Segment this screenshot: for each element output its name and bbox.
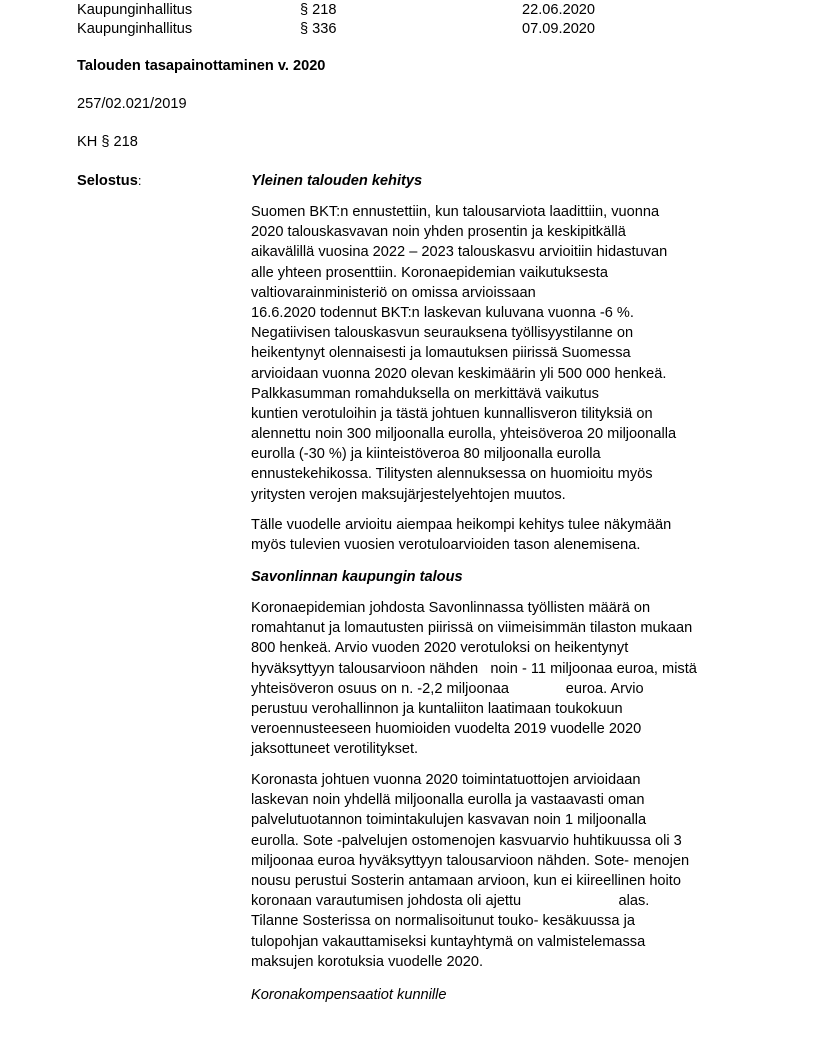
paragraph-savonlinna-tax [251,598,697,760]
meeting-date: 22.06.2020 [522,2,596,18]
paragraph-line: Koronaepidemian johdosta Savonlinnassa työllisten määrä on [251,600,651,616]
paragraph-line: maksujen korotuksia vuodelle 2020. [251,953,484,970]
meeting-reference-row [77,0,777,20]
section-heading-corona-compensation: Koronakompensaatiot kunnille [251,987,447,1003]
paragraph-line: myös tulevien vuosien verotuloarvioiden tason alenemisena. [251,537,641,554]
paragraph-line: Negatiivisen talouskasvun seurauksena työllisyystilanne on [251,325,634,342]
paragraph-line: Suomen BKT:n ennustettiin, kun talousarviota laadittiin, vuonna [251,204,660,220]
paragraph-line: 2020 talouskasvavan noin yhden prosentin ja keskipitkällä [251,224,626,241]
paragraph-general-economy [251,202,676,505]
paragraph-line: miljoonaa euroa hyväksyttyyn talousarvioon nähden. Sote- menojen [251,852,690,869]
meeting-body: Kaupunginhallitus [77,21,193,37]
selostus-label-text: Selostus [77,173,138,189]
paragraph-line: aikavälillä vuosina 2022 – 2023 talouskasvu arvioitiin hidastuvan [251,244,668,261]
paragraph-line: laskevan noin yhdellä miljoonalla eurolla ja vastaavasti oman [251,792,645,809]
paragraph-savonlinna-costs [251,770,689,972]
paragraph-line: jaksottuneet verotilitykset. [251,741,419,758]
paragraph-line: palvelutuotannon toimintakulujen kasvavan noin 1 miljoonalla [251,812,647,829]
paragraph-line: eurolla (-30 %) ja kiinteistöveroa 80 miljoonalla eurolla [251,446,601,463]
paragraph-line: eurolla. Sote -palvelujen ostomenojen kasvuarvio huhtikuussa oli 3 [251,832,682,849]
paragraph-line: 800 henkeä. Arvio vuoden 2020 verotuloksi on heikentynyt [251,640,629,657]
paragraph-line: heikentynyt olennaisesti ja lomautuksen piirissä Suomessa [251,345,631,362]
selostus-label-colon: : [137,173,142,188]
meeting-body: Kaupunginhallitus [77,2,193,18]
paragraph-line: Tälle vuodelle arvioitu aiempaa heikompi kehitys tulee näkymään [251,517,672,533]
paragraph-line: nousu perustui Sosterin antamaan arvioon, kun ei kiireellinen hoito [251,872,681,889]
paragraph-line: tulopohjan vakauttamiseksi kuntayhtymä on valmistelemassa [251,933,646,950]
paragraph-line: valtiovarainministeriö on omissa arvioissaan [251,284,536,301]
selostus-label [77,171,141,191]
paragraph-line: perustuu verohallinnon ja kuntaliiton laatimaan toukokuun [251,700,623,717]
paragraph-line: Tilanne Sosterissa on normalisoitunut touko- kesäkuussa ja [251,913,635,930]
paragraph-line: alennettu noin 300 miljoonalla eurolla, yhteisöveroa 20 miljoonalla [251,426,677,443]
paragraph-line: yritysten verojen maksujärjestelyehtojen muutos. [251,486,566,503]
paragraph-line: ennustekehikossa. Tilitysten alennuksessa on huomioitu myös [251,466,653,483]
section-heading-savonlinna-economy: Savonlinnan kaupungin talous [251,569,463,585]
meeting-reference-row [77,19,777,39]
paragraph-outlook [251,515,671,555]
paragraph-line: 16.6.2020 todennut BKT:n laskevan kuluvana vuonna -6 %. [251,304,634,321]
paragraph-line: romahtanut ja lomautusten piirissä on viimeisimmän tilaston mukaan [251,620,693,637]
paragraph-line: alle yhteen prosenttiin. Koronaepidemian vaikutuksesta [251,264,608,281]
meeting-date: 07.09.2020 [522,21,596,37]
section-heading-general-economy: Yleinen talouden kehitys [251,173,423,189]
paragraph-line: kuntien verotuloihin ja tästä johtuen kunnallisveron tilityksiä on [251,405,653,422]
paragraph-line: koronaan varautumisen johdosta oli ajettu alas. [251,893,650,910]
paragraph-line: hyväksyttyyn talousarvioon nähden noin - 11 miljoonaa euroa, mistä [251,660,697,677]
document-title: Talouden tasapainottaminen v. 2020 [77,58,326,74]
paragraph-line: veroennusteeseen huomioiden vuodelta 2019 vuodelle 2020 [251,721,642,738]
paragraph-line: yhteisöveron osuus on n. -2,2 miljoonaa euroa. Arvio [251,680,644,697]
paragraph-line: arvioidaan vuonna 2020 olevan keskimäärin yli 500 000 henkeä. [251,365,667,382]
paragraph-line: Palkkasumman romahduksella on merkittävä vaikutus [251,385,599,402]
paragraph-line: Koronasta johtuen vuonna 2020 toimintatuottojen arvioidaan [251,772,641,788]
meeting-section: § 336 [300,21,337,37]
meeting-section: § 218 [300,2,337,18]
record-number: 257/02.021/2019 [77,96,187,112]
kh-section-reference: KH § 218 [77,134,138,150]
